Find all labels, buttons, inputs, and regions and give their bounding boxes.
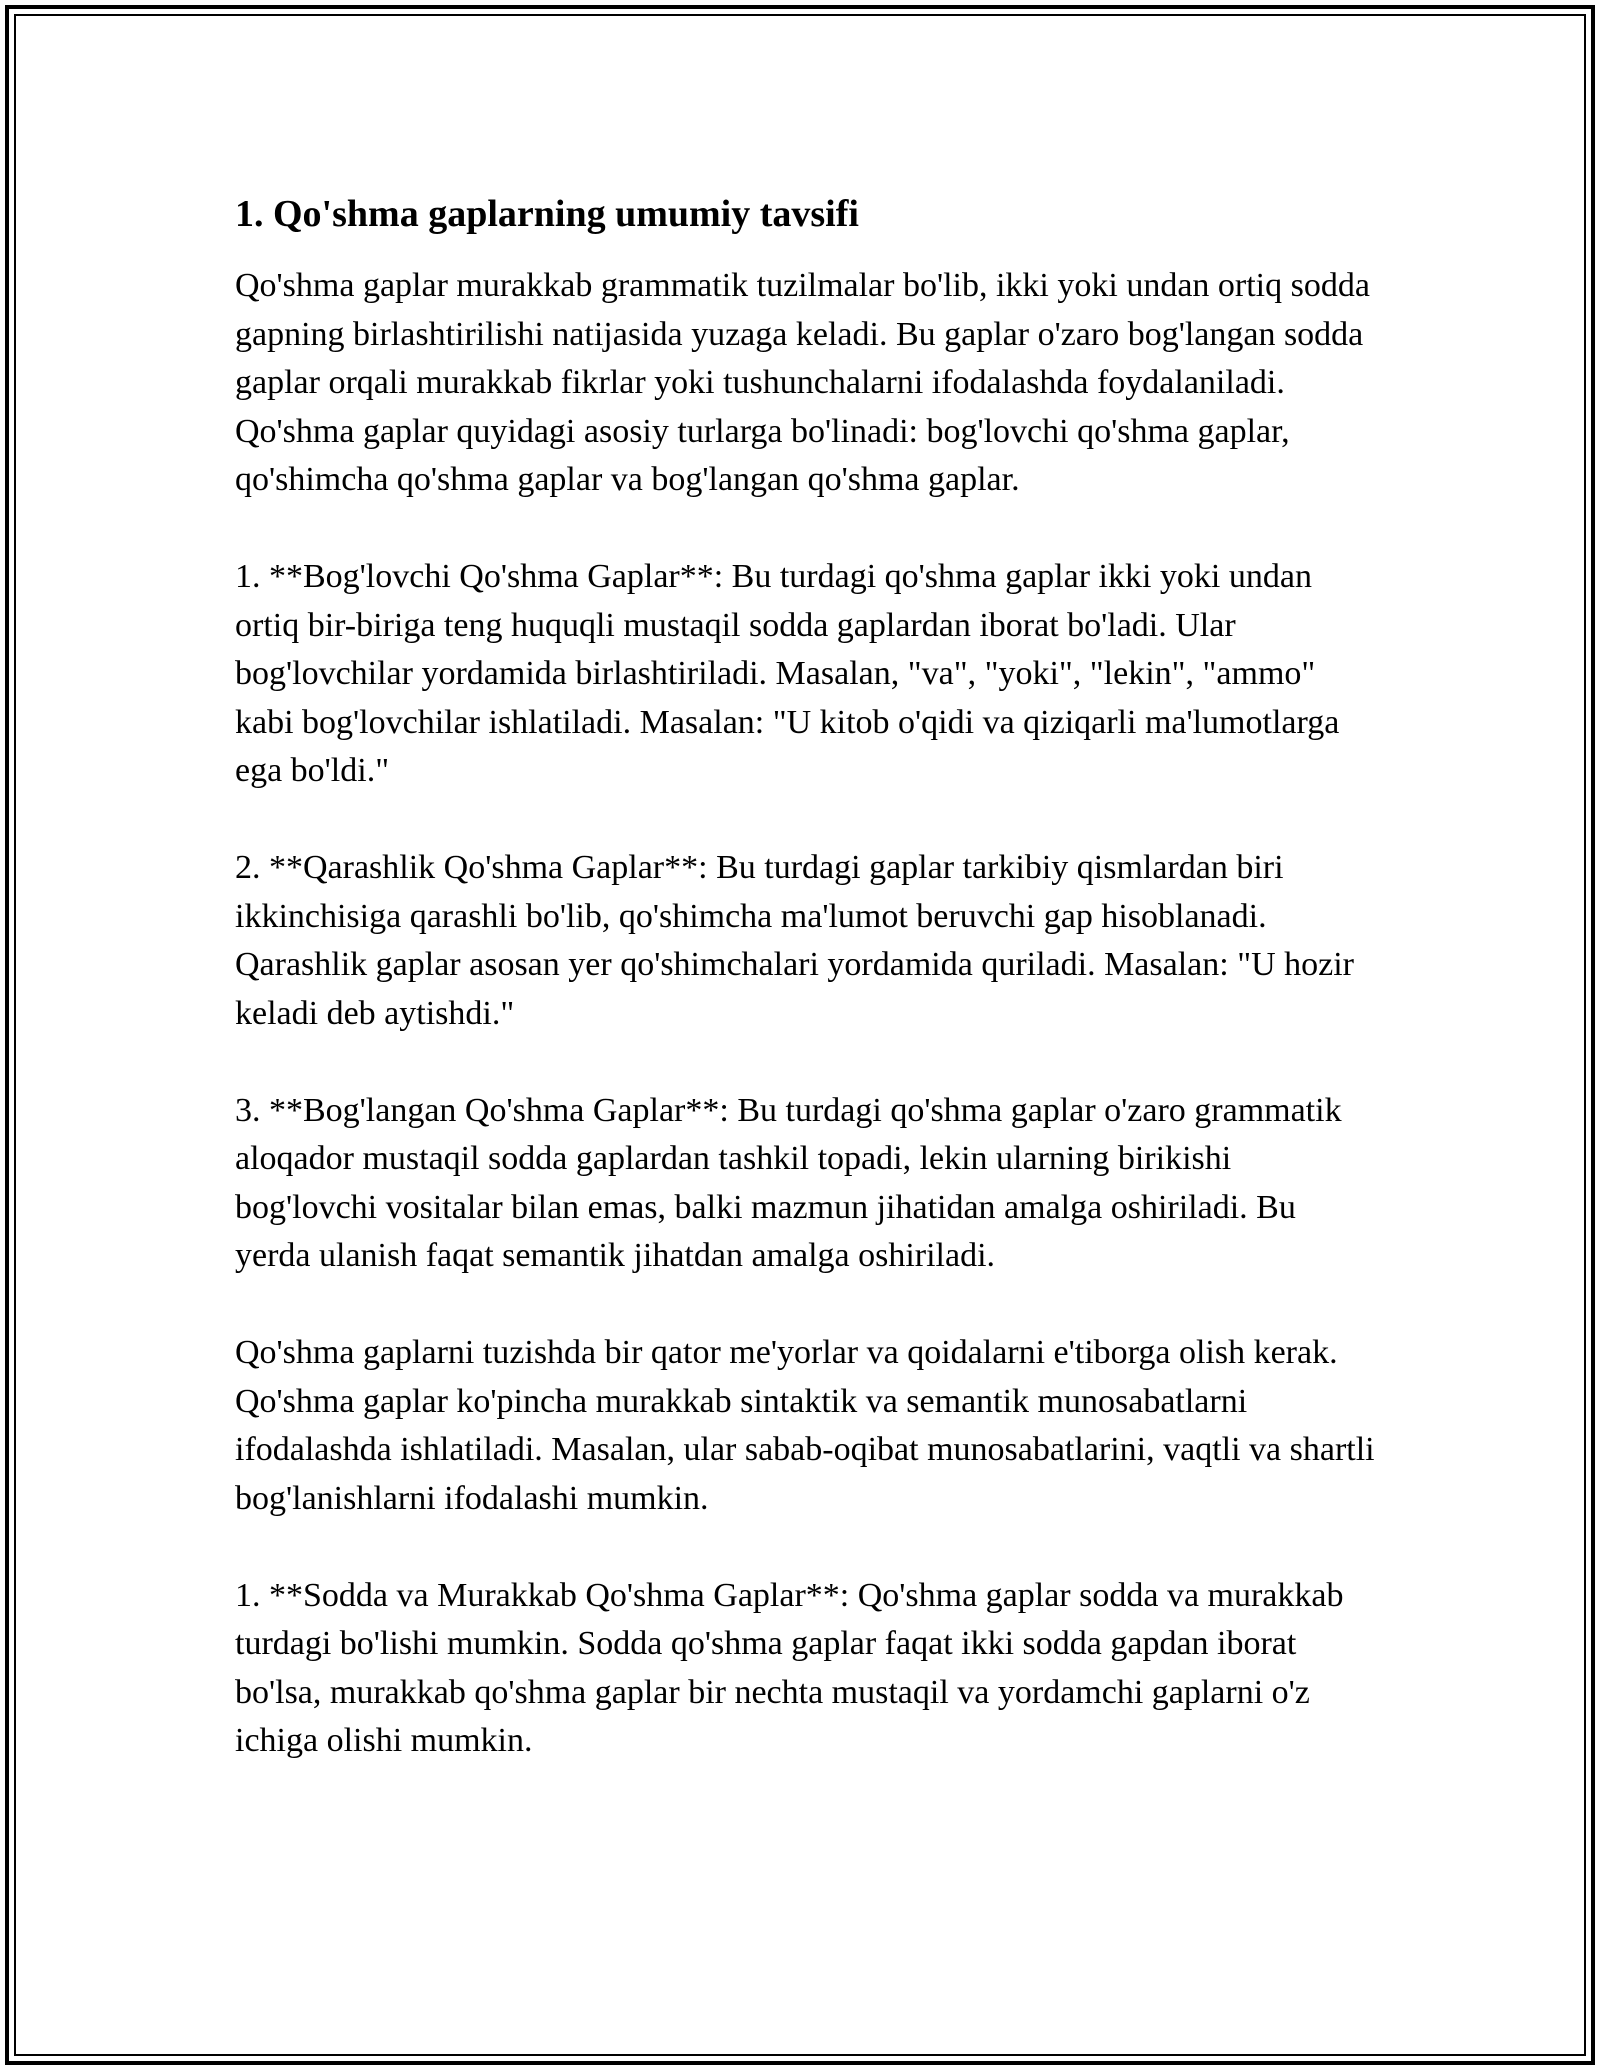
paragraph-item-2: 2. **Qarashlik Qo'shma Gaplar**: Bu turdagi gaplar tarkibiy qismlardan biri ikkinchisiga qarashli bo'lib, qo'shimcha ma'lumot beruvchi gap hisoblanadi. Qarashlik gaplar asosan yer qo'shimchalari yordamida quriladi. Masalan: "U hozir keladi deb aytishdi.": [235, 849, 1354, 1032]
paragraph-item-1: 1. **Bog'lovchi Qo'shma Gaplar**: Bu turdagi qo'shma gaplar ikki yoki undan ortiq bir-biriga teng huquqli mustaqil sodda gaplardan iborat bo'ladi. Ular bog'lovchilar yordamida birlashtiriladi. Masalan, "va", "yoki", "lekin", "ammo" kabi bog'lovchilar ishlatiladi. Masalan: "U kitob o'qidi va qiziqarli ma'lumotlarga ega bo'ldi.": [235, 558, 1340, 789]
section-heading: 1. Qo'shma gaplarning umumiy tavsifi: [235, 193, 859, 235]
paragraph-item-sodda: 1. **Sodda va Murakkab Qo'shma Gaplar**: Qo'shma gaplar sodda va murakkab turdagi bo'lishi mumkin. Sodda qo'shma gaplar faqat ikki sodda gapdan iborat bo'lsa, murakkab qo'shma gaplar bir nechta mustaqil va yordamchi gaplarni o'z ichiga olishi mumkin.: [235, 1576, 1344, 1759]
paragraph-rules: Qo'shma gaplarni tuzishda bir qator me'yorlar va qoidalarni e'tiborga olish kerak. Qo'shma gaplar ko'pincha murakkab sintaktik va semantik munosabatlarni ifodalashda ishlatiladi. Masalan, ular sabab-oqibat munosabatlarini, vaqtli va shartli bog'lanishlarni ifodalashi mumkin.: [235, 1334, 1375, 1517]
document-body: [235, 186, 1375, 1814]
paragraph-item-3: 3. **Bog'langan Qo'shma Gaplar**: Bu turdagi qo'shma gaplar o'zaro grammatik aloqador mustaqil sodda gaplardan tashkil topadi, lekin ularning birikishi bog'lovchi vositalar bilan emas, balki mazmun jihatidan amalga oshiriladi. Bu yerda ulanish faqat semantik jihatdan amalga oshiriladi.: [235, 1091, 1342, 1274]
paragraph-intro: Qo'shma gaplar murakkab grammatik tuzilmalar bo'lib, ikki yoki undan ortiq sodda gapning birlashtirilishi natijasida yuzaga keladi. Bu gaplar o'zaro bog'langan sodda gaplar orqali murakkab fikrlar yoki tushunchalarni ifodalashda foydalaniladi. Qo'shma gaplar quyidagi asosiy turlarga bo'linadi: bog'lovchi qo'shma gaplar, qo'shimcha qo'shma gaplar va bog'langan qo'shma gaplar.: [235, 267, 1370, 498]
